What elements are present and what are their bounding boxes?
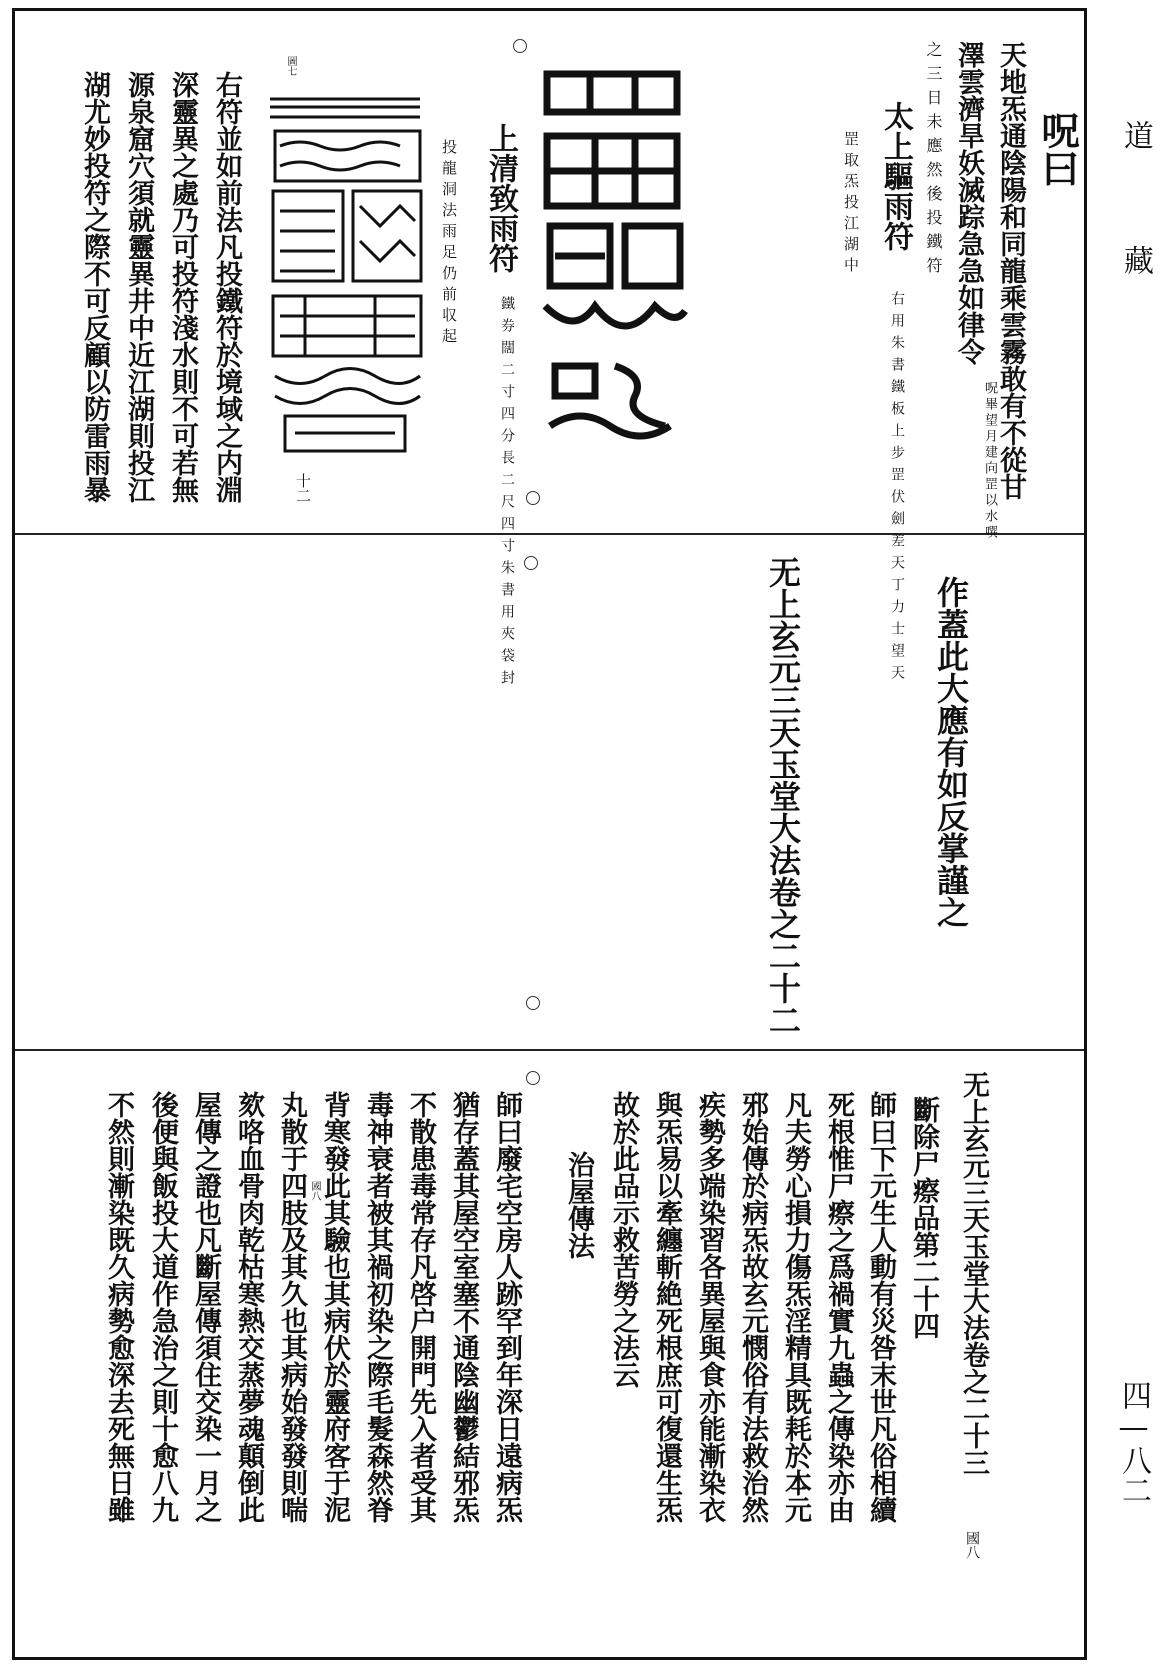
talisman-title: 上清致雨符 [483,123,518,273]
talisman-drawing [535,66,695,461]
text-column: 不散患毒常存凡啓户開門先入者受其 [405,1091,436,1523]
text-column: 師曰廢宅空房人跡罕到年深日遠病炁 [491,1091,522,1523]
binding-hole [526,1071,540,1085]
binding-hole [526,491,540,505]
text-column: 猶存蓋其屋空室塞不通陰幽鬱結邪炁 [448,1091,479,1523]
text-column: 丸散于四肢及其久也其病始發發則喘 [276,1091,307,1523]
text-column: 與炁易以牽纏斬絶死根庶可復還生炁 [651,1091,682,1523]
text-column: 疾勢多端染習各異屋與食亦能漸染衣 [694,1091,725,1523]
text-column: 故於此品示救苦勞之法云 [608,1091,639,1388]
volume-title: 无上玄元三天玉堂大法卷之二十三 [958,1071,989,1476]
annotation: 鐵券闊二寸四分長二尺四寸朱書用夾袋封 [499,296,515,692]
binding-hole [513,39,527,53]
volume-end-title: 无上玄元三天玉堂大法卷之二十二 [764,556,802,1036]
text-column: 澤雲濟旱妖滅踪急急如律令 [953,41,984,365]
talisman-title: 太上驅雨符 [878,101,913,251]
binding-hole [526,996,540,1010]
section-heading: 治屋傳法 [563,1151,594,1259]
text-column: 邪始傳於病炁故玄元憫俗有法救治然 [737,1091,768,1523]
talisman-drawing [265,91,430,471]
annotation: 罡取炁投江湖中 [842,131,860,278]
inline-mark: 國八 [309,1181,320,1201]
text-column: 不然則漸染既久病勢愈深去死無日雖 [103,1091,134,1523]
page-number: 四—八二 [1116,1380,1151,1505]
annotation: 右用朱書鐵板上步罡伏劍差天丁力士望天 [889,291,905,687]
text-column: 天地炁通陰陽和同龍乘雲霧敢有不從甘 [995,41,1026,500]
section-divider-2 [15,1049,1084,1051]
annotation: 呪畢望月建向罡以水噀 [982,381,997,541]
text-column: 死根惟尸瘵之爲禍實九蟲之傳染亦由 [823,1091,854,1523]
text-column: 作蓋此大應有如反掌謹之 [932,576,970,928]
annotation: 之三日未應然後投鐵符 [924,41,943,281]
text-column: 源泉窟穴須就靈異井中近江湖則投江 [123,71,154,503]
margin-title-char: 藏 [1118,245,1153,275]
text-column: 湖尤妙投符之際不可反顧以防雷雨暴 [79,71,110,503]
figure-label: 圖七 [285,56,296,76]
text-column: 後便與飯投大道作急治之則十愈八九 [147,1091,178,1523]
page-frame [12,8,1087,1660]
text-column: 師曰下元生人動有災咎末世凡俗相續 [865,1091,896,1523]
chapter-title: 斷除尸瘵品第二十四 [908,1096,939,1339]
text-column: 屋傳之證也凡斷屋傳須住交染一月之 [190,1091,221,1523]
text-column: 毒神衰者被其禍初染之際毛髮森然脊 [362,1091,393,1523]
text-column: 欬咯血骨肉乾枯寒熱交蒸夢魂顛倒此 [233,1091,264,1523]
text-column: 右符並如前法凡投鐵符於境域之内淵 [211,71,242,503]
annotation: 國八 [964,1531,980,1559]
figure-label: 十二 [294,473,312,503]
binding-hole [524,556,538,570]
text-column: 背寒發此其驗也其病伏於靈府客于泥 [319,1091,350,1523]
text-column: 呪曰 [1035,111,1080,187]
text-column: 凡夫勞心損力傷炁淫精具既耗於本元 [780,1091,811,1523]
section-divider-1 [15,533,1084,535]
text-column: 深靈異之處乃可投符淺水則不可若無 [167,71,198,503]
margin-title-char: 道 [1118,120,1153,150]
annotation: 投龍洞法雨足仍前収起 [440,139,458,349]
